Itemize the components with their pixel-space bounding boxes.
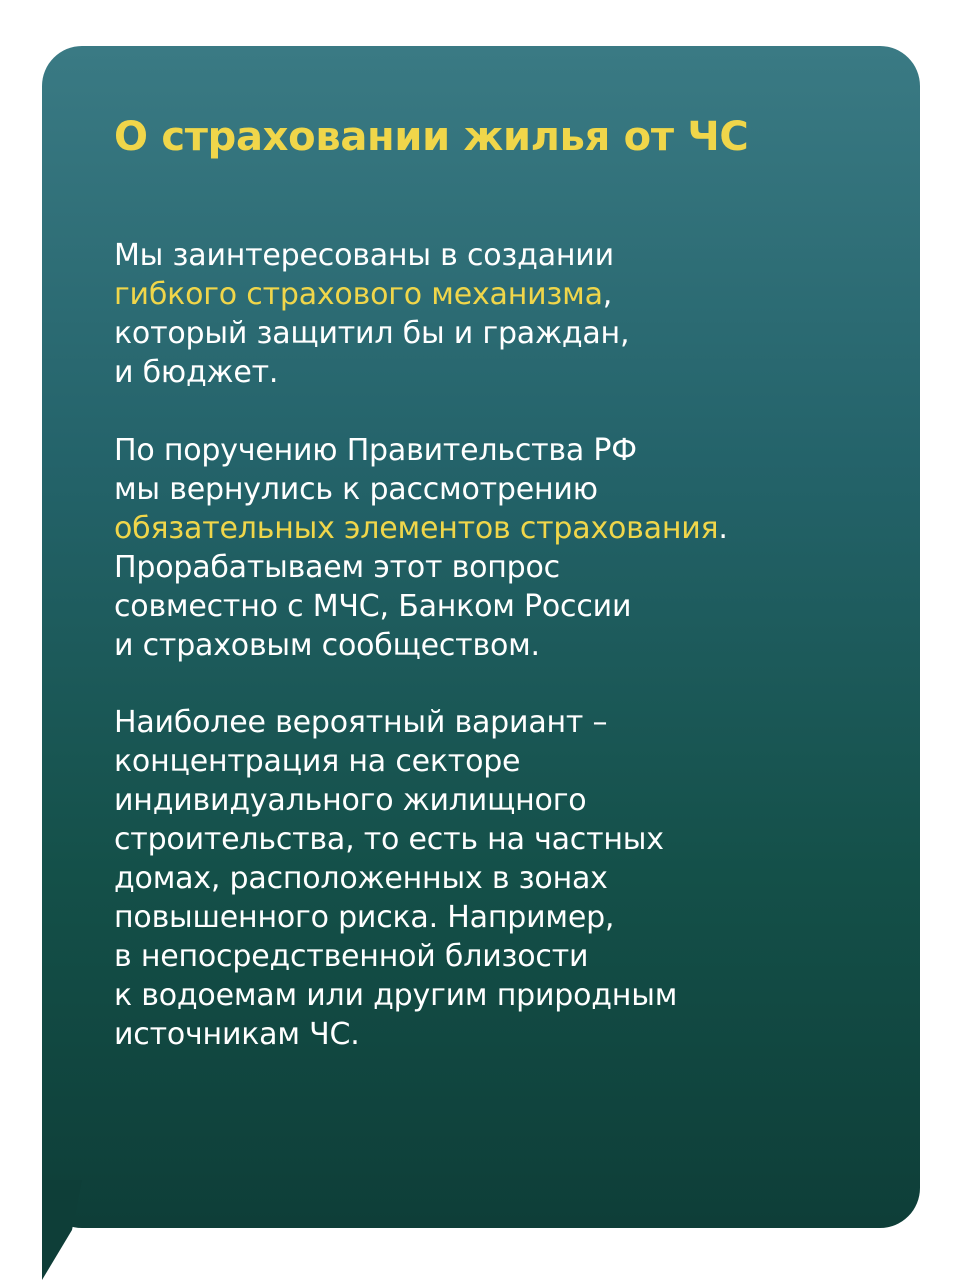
page-title: О страховании жилья от ЧС: [114, 114, 749, 160]
paragraph-line: [114, 509, 728, 548]
text-segment: и бюджет.: [114, 355, 279, 390]
paragraph-2: [114, 431, 728, 665]
paragraph-line: [114, 353, 629, 392]
text-segment: .: [718, 511, 728, 546]
text-segment: Наиболее вероятный вариант –: [114, 705, 608, 740]
paragraph-line: [114, 314, 629, 353]
text-segment: строительства, то есть на частных: [114, 822, 664, 857]
text-segment: который защитил бы и граждан,: [114, 316, 630, 351]
paragraph-3: [114, 703, 677, 1054]
paragraph-1: [114, 236, 629, 392]
paragraph-line: [114, 742, 677, 781]
text-segment: мы вернулись к рассмотрению: [114, 472, 598, 507]
paragraph-line: [114, 859, 677, 898]
paragraph-line: [114, 470, 728, 509]
text-segment: индивидуального жилищного: [114, 783, 587, 818]
paragraph-line: [114, 1015, 677, 1054]
text-segment: повышенного риска. Например,: [114, 900, 615, 935]
speech-bubble-tail: [42, 1180, 82, 1280]
text-segment: ,: [602, 277, 613, 312]
paragraph-line: [114, 431, 728, 470]
paragraph-line: [114, 236, 629, 275]
paragraph-line: [114, 275, 629, 314]
highlighted-text: обязательных элементов страхования: [114, 511, 719, 546]
paragraph-line: [114, 703, 677, 742]
paragraph-line: [114, 587, 728, 626]
text-segment: Прорабатываем этот вопрос: [114, 550, 560, 585]
text-segment: в непосредственной близости: [114, 939, 589, 974]
paragraph-line: [114, 781, 677, 820]
paragraph-line: [114, 820, 677, 859]
paragraph-line: [114, 626, 728, 665]
text-segment: По поручению Правительства РФ: [114, 433, 637, 468]
paragraph-line: [114, 898, 677, 937]
text-segment: домах, расположенных в зонах: [114, 861, 608, 896]
text-segment: источникам ЧС.: [114, 1017, 360, 1052]
text-segment: и страховым сообществом.: [114, 628, 540, 663]
text-segment: к водоемам или другим природным: [114, 978, 678, 1013]
text-segment: концентрация на секторе: [114, 744, 521, 779]
highlighted-text: гибкого страхового механизма: [114, 277, 603, 312]
text-segment: Мы заинтересованы в создании: [114, 238, 614, 273]
paragraph-line: [114, 937, 677, 976]
paragraph-line: [114, 976, 677, 1015]
paragraph-line: [114, 548, 728, 587]
text-segment: совместно с МЧС, Банком России: [114, 589, 632, 624]
